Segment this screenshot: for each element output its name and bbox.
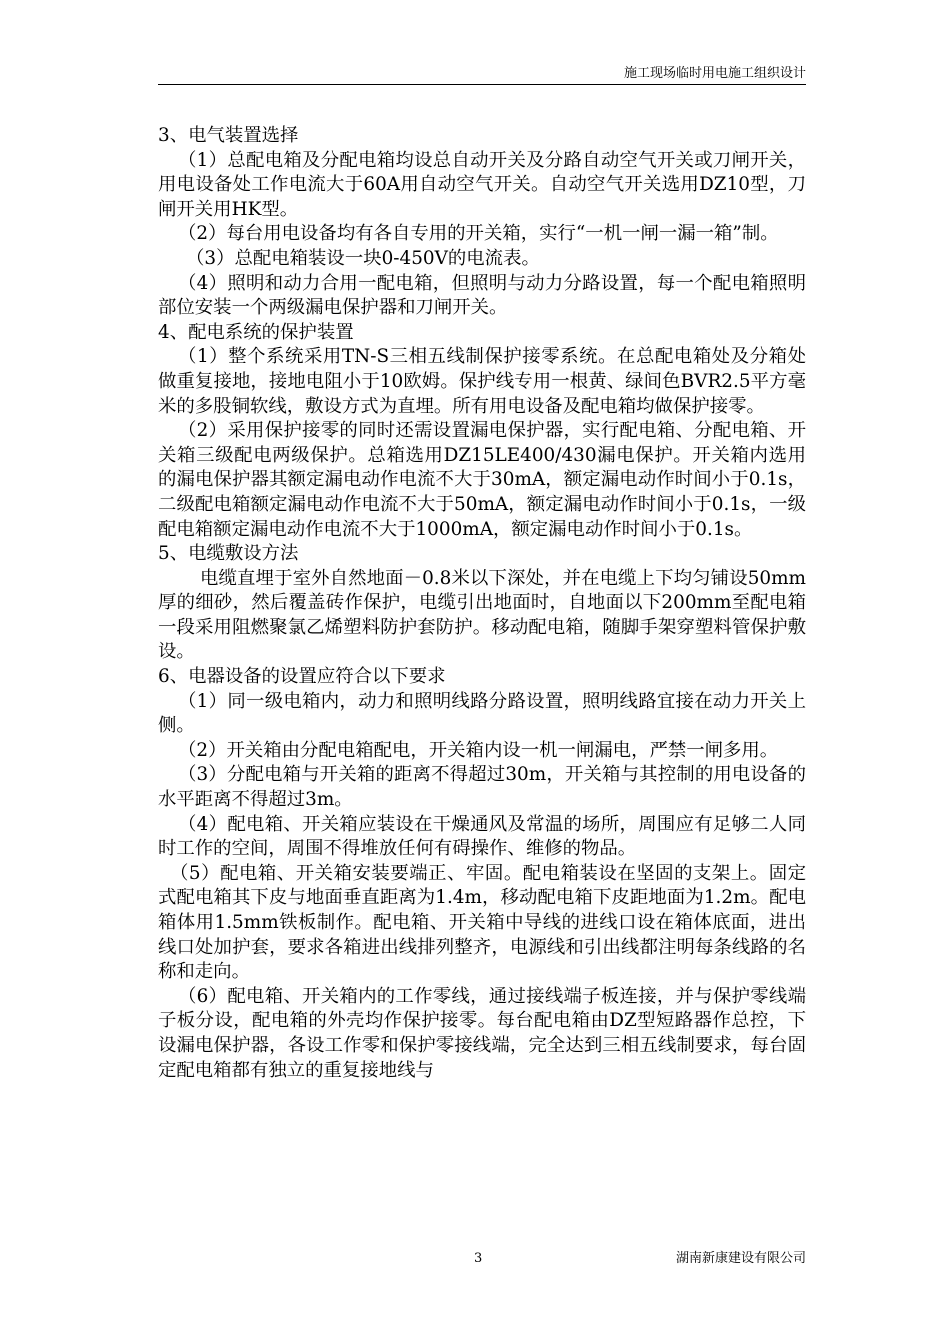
paragraph: （1）整个系统采用TN-S三相五线制保护接零系统。在总配电箱处及分箱处做重复接地，接地电阻小于10欧姆。保护线专用一根黄、绿间色BVR2.5平方毫米的多股铜软线，敷设方式为直埋。所有用电设备及配电箱均做保护接零。 xyxy=(158,346,806,417)
paragraph: 电缆直埋于室外自然地面－0.8米以下深处，并在电缆上下均匀铺设50mm厚的细砂，然后覆盖砖作保护，电缆引出地面时，自地面以下200mm至配电箱一段采用阻燃聚氯乙烯塑料防护套防护。移动配电箱，随脚手架穿塑料管保护敷设。 xyxy=(158,567,806,663)
header-title: 施工现场临时用电施工组织设计 xyxy=(623,66,806,81)
paragraph: （2）采用保护接零的同时还需设置漏电保护器，实行配电箱、分配电箱、开关箱三级配电两级保护。总箱选用DZ15LE400/430漏电保护。开关箱内选用的漏电保护器其额定漏电动作电流不大于30mA，额定漏电动作时间小于0.1s，二级配电箱额定漏电动作电流不大于50mA，额定漏电动作时间小于0.1s，一级配电箱额定漏电动作电流不大于1000mA，额定漏电动作时间小于0.1s。 xyxy=(158,420,806,540)
section-heading: 6、电器设备的设置应符合以下要求 xyxy=(158,666,446,688)
document-body xyxy=(158,124,806,1083)
paragraph: （1）同一级电箱内，动力和照明线路分路设置，照明线路宜接在动力开关上侧。 xyxy=(158,690,806,737)
page-header xyxy=(158,66,806,85)
footer-company: 湖南新康建设有限公司 xyxy=(675,1251,806,1266)
section-heading: 4、配电系统的保护装置 xyxy=(158,321,354,343)
paragraph: （2）每台用电设备均有各自专用的开关箱，实行“一机一闸一漏一箱”制。 xyxy=(178,223,779,245)
paragraph: （3）总配电箱装设一块0-450V的电流表。 xyxy=(186,247,540,269)
section-heading: 3、电气装置选择 xyxy=(158,125,299,146)
page-number: 3 xyxy=(474,1251,483,1266)
paragraph: （2）开关箱由分配电箱配电，开关箱内设一机一闸漏电，严禁一闸多用。 xyxy=(178,739,779,761)
paragraph: （4）配电箱、开关箱应装设在干燥通风及常温的场所，周围应有足够二人同时工作的空间，周围不得堆放任何有碍操作、维修的物品。 xyxy=(158,813,806,860)
paragraph: （1）总配电箱及分配电箱均设总自动开关及分路自动空气开关或刀闸开关，用电设备处工作电流大于60A用自动空气开关。自动空气开关选用DZ10型，刀闸开关用HK型。 xyxy=(158,149,806,220)
paragraph: （4）照明和动力合用一配电箱，但照明与动力分路设置，每一个配电箱照明部位安装一个两级漏电保护器和刀闸开关。 xyxy=(158,272,806,319)
paragraph: （3）分配电箱与开关箱的距离不得超过30m，开关箱与其控制的用电设备的水平距离不得超过3m。 xyxy=(158,764,806,811)
section-heading: 5、电缆敷设方法 xyxy=(158,543,299,565)
paragraph: （5）配电箱、开关箱安装要端正、牢固。配电箱装设在坚固的支架上。固定式配电箱其下皮与地面垂直距离为1.4m，移动配电箱下皮距地面为1.2m。配电箱体用1.5mm铁板制作。配电箱、开关箱中导线的进线口设在箱体底面，进出线口处加护套，要求各箱进出线排列整齐，电源线和引出线都注明每条线路的名称和走向。 xyxy=(158,862,806,983)
paragraph: （6）配电箱、开关箱内的工作零线，通过接线端子板连接，并与保护零线端子板分设，配电箱的外壳均作保护接零。每台配电箱由DZ型短路器作总控，下设漏电保护器，各设工作零和保护零接线端，完全达到三相五线制要求，每台固定配电箱都有独立的重复接地线与 xyxy=(158,985,806,1081)
